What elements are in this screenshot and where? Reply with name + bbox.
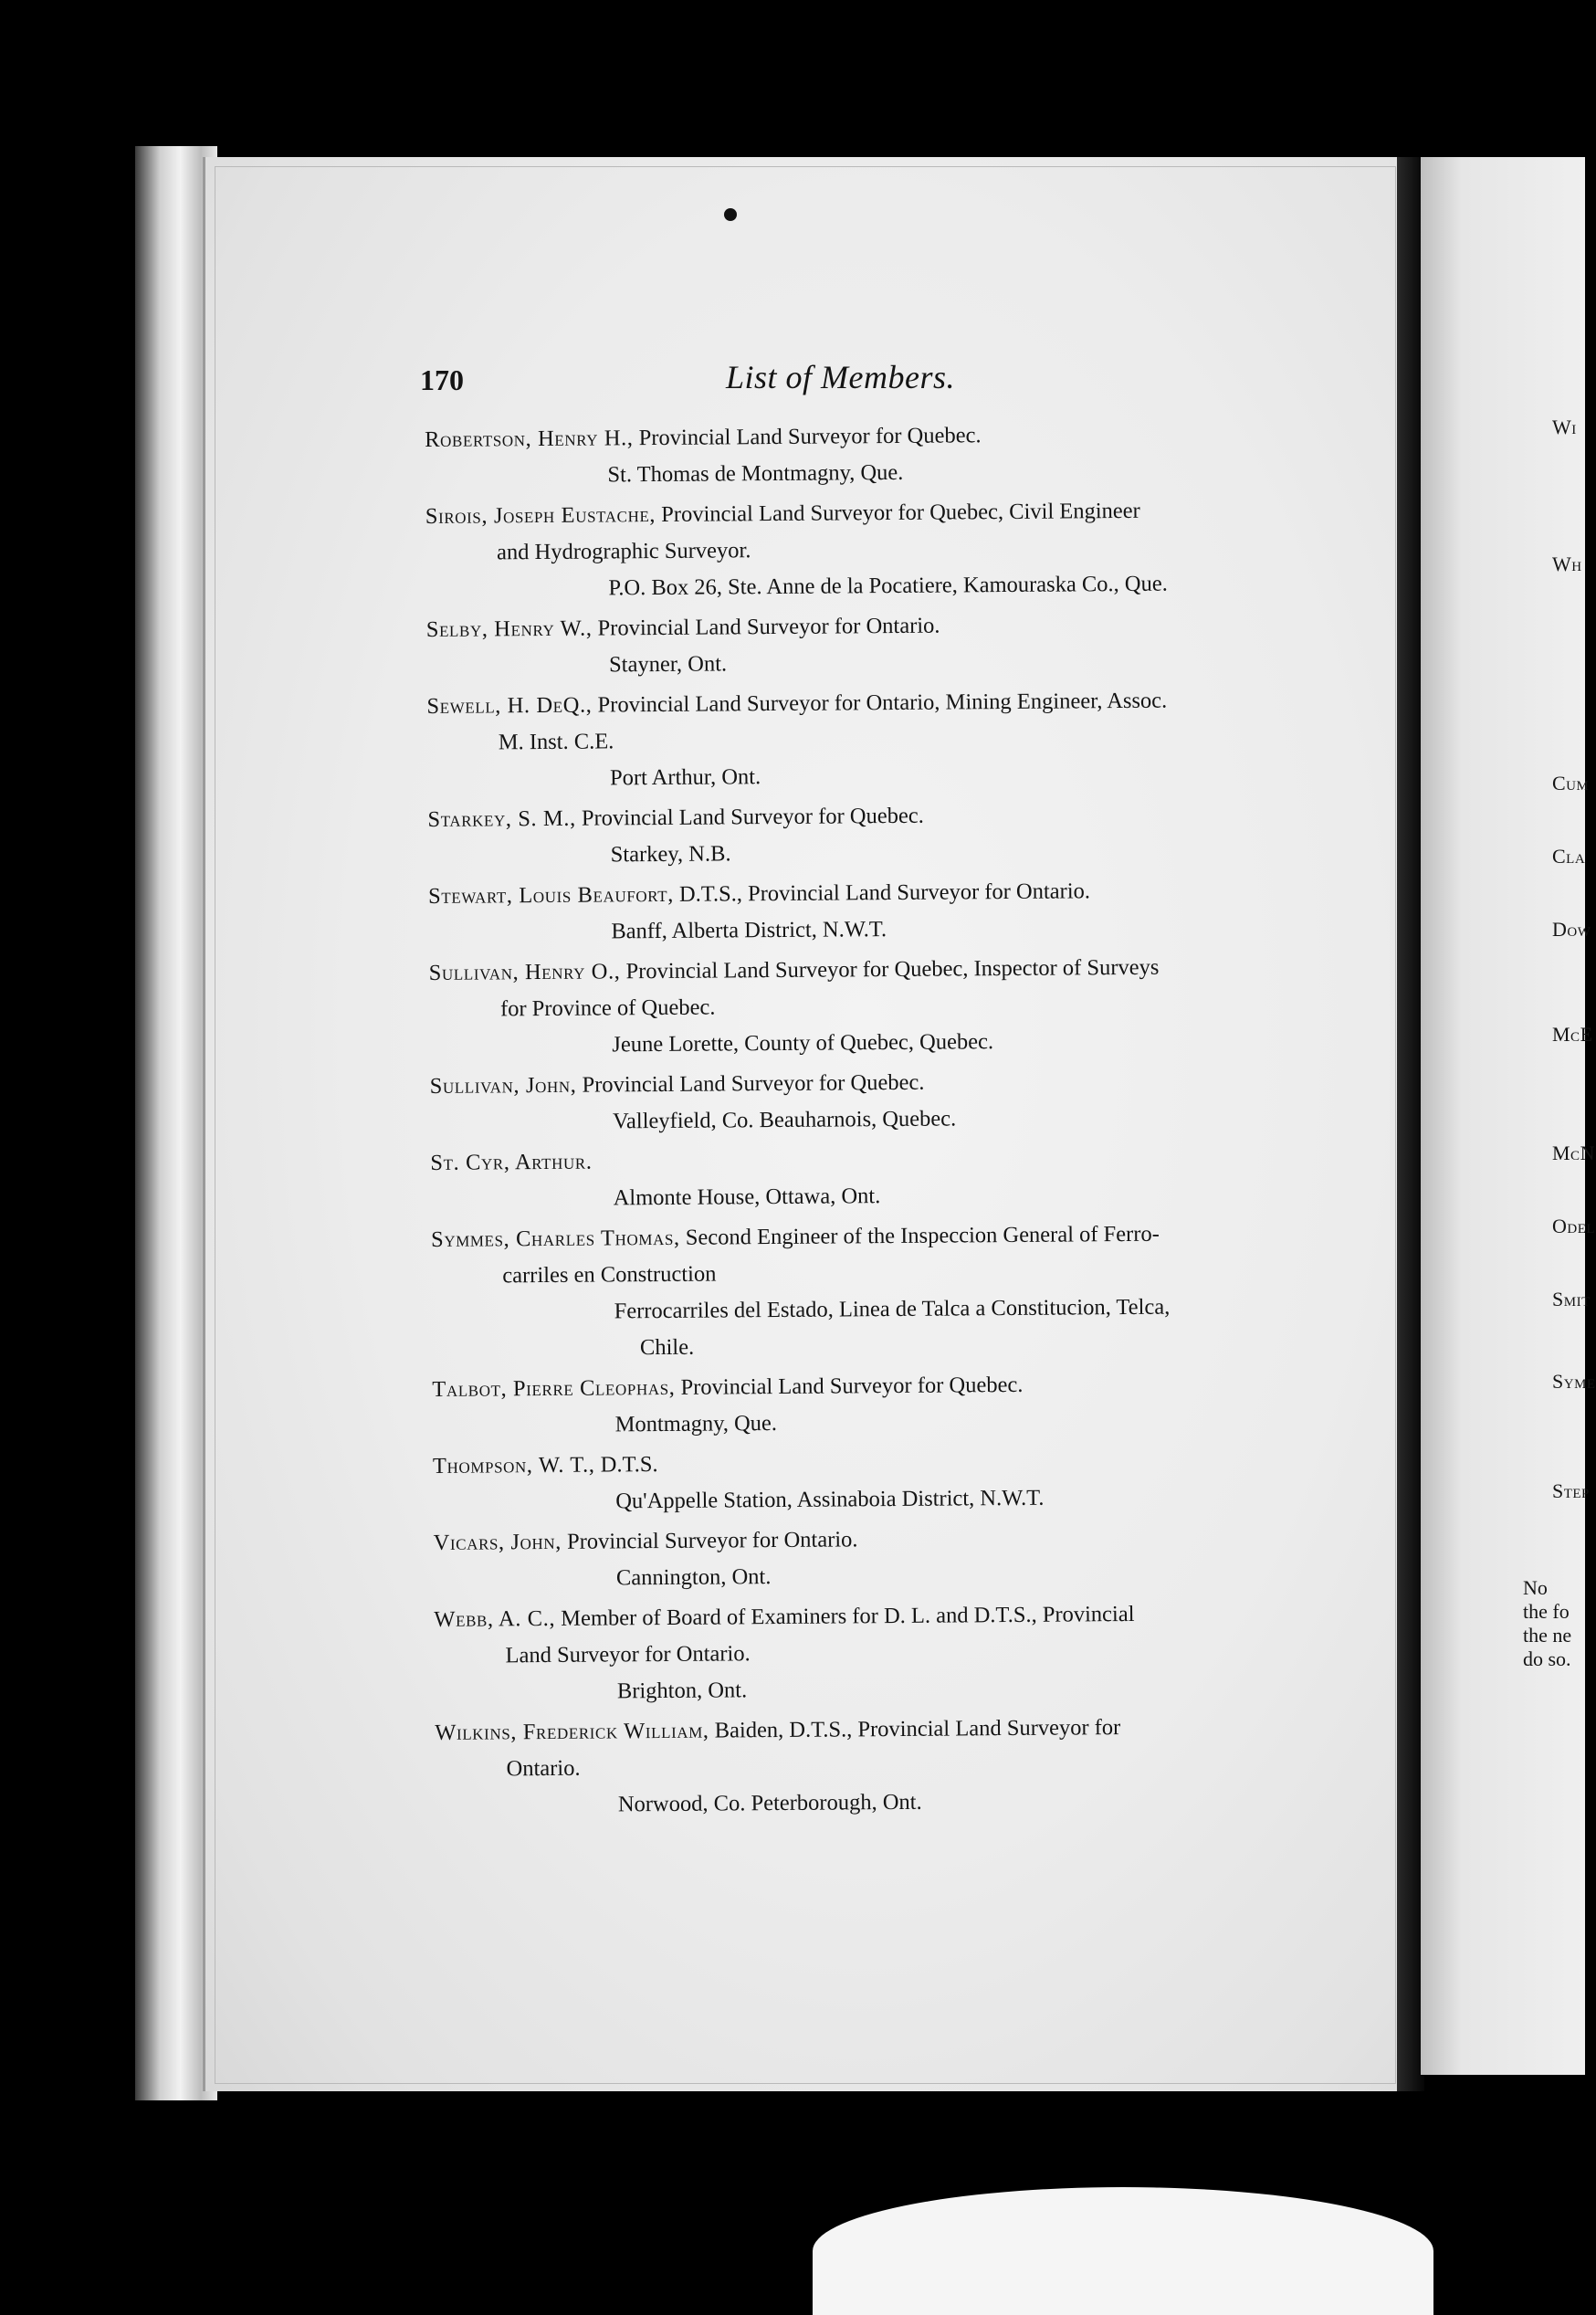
right-page-fragment: McE: [1552, 1023, 1593, 1047]
member-address: Cannington, Ont.: [434, 1555, 1301, 1598]
member-description: Provincial Land Surveyor for Quebec, Civil Engineer: [656, 499, 1140, 527]
member-description: Second Engineer of the Inspeccion General of Ferro-: [680, 1222, 1160, 1250]
member-entry: [432, 1365, 1300, 1445]
right-page-fragment: Wi: [1552, 416, 1577, 439]
member-name: Robertson, Henry H.,: [425, 426, 634, 452]
member-address: Starkey, N.B.: [428, 832, 1296, 875]
member-name: Vicars, John,: [434, 1530, 562, 1555]
member-name: Sullivan, John,: [430, 1073, 577, 1099]
member-description: Baiden, D.T.S., Provincial Land Surveyor for: [709, 1715, 1121, 1743]
member-entry: [433, 1442, 1301, 1521]
member-address: Valleyfield, Co. Beauharnois, Quebec.: [430, 1099, 1297, 1142]
member-description-continued: for Province of Quebec.: [429, 985, 1297, 1028]
member-address: St. Thomas de Montmagny, Que.: [425, 452, 1292, 495]
right-page-fragment: Step: [1552, 1479, 1590, 1503]
running-head: List of Members.: [726, 358, 955, 396]
right-page: [1421, 157, 1585, 2075]
member-name: Sirois, Joseph Eustache,: [425, 502, 656, 529]
member-address: Brighton, Ont.: [435, 1668, 1302, 1710]
member-entry: [430, 1062, 1298, 1142]
page-number: 170: [420, 363, 464, 397]
member-description: Provincial Land Surveyor for Quebec, Inspector of Surveys: [620, 955, 1159, 984]
member-name: Selby, Henry W.,: [426, 616, 593, 642]
member-entry: [426, 605, 1295, 685]
member-name: Sewell, H. DeQ.,: [426, 693, 592, 719]
member-name: Sullivan, Henry O.,: [429, 959, 621, 985]
right-page-fragment: Dow: [1552, 918, 1591, 942]
member-name: Thompson, W. T.,: [433, 1453, 595, 1478]
page-corner-highlight: [813, 2187, 1433, 2315]
member-address: Almonte House, Ottawa, Ont.: [431, 1175, 1298, 1218]
member-description: Provincial Land Surveyor for Quebec.: [576, 804, 924, 831]
member-list: [425, 416, 1303, 1828]
member-description: Provincial Surveyor for Ontario.: [562, 1527, 858, 1554]
member-entry: [430, 1139, 1298, 1218]
right-page-fragment: Wh: [1552, 552, 1582, 576]
member-address: P.O. Box 26, Ste. Anne de la Pocatiere, Kamouraska Co., Que.: [425, 565, 1293, 608]
member-entry: [427, 795, 1296, 875]
member-description: Provincial Land Surveyor for Quebec.: [576, 1070, 924, 1098]
member-description-continued: carriles en Construction: [431, 1252, 1298, 1295]
member-description-continued: Land Surveyor for Ontario.: [434, 1631, 1301, 1674]
member-entry: [431, 1215, 1299, 1368]
right-page-fragment: Smit: [1552, 1288, 1591, 1311]
member-description: Provincial Land Surveyor for Quebec.: [675, 1373, 1023, 1400]
member-description: Provincial Land Surveyor for Quebec.: [633, 423, 981, 450]
member-entry: [428, 872, 1297, 952]
member-entry: [433, 1519, 1301, 1598]
member-entry: [425, 492, 1294, 608]
member-name: Stewart, Louis Beaufort,: [428, 882, 674, 909]
member-entry: [425, 416, 1293, 495]
right-page-fragment: Cum: [1552, 772, 1589, 795]
member-description: Provincial Land Surveyor for Ontario, Mining Engineer, Assoc.: [592, 689, 1167, 718]
member-description-continued: and Hydrographic Surveyor.: [425, 529, 1293, 572]
member-entry: [429, 949, 1297, 1065]
member-address: Norwood, Co. Peterborough, Ont.: [436, 1781, 1303, 1824]
ink-dot: [724, 208, 737, 221]
member-name: Webb, A. C.,: [434, 1606, 555, 1632]
member-address: Port Arthur, Ont.: [427, 755, 1295, 798]
member-description: Member of Board of Examiners for D. L. and D.T.S., Provincial: [555, 1602, 1135, 1631]
member-name: Talbot, Pierre Cleophas,: [432, 1375, 675, 1402]
member-name: Starkey, S. M.,: [427, 806, 576, 832]
member-description: Provincial Land Surveyor for Ontario.: [592, 614, 940, 641]
member-address-continued: Chile.: [432, 1325, 1299, 1368]
right-page-note: No the fo the ne do so.: [1523, 1576, 1571, 1671]
member-address: Ferrocarriles del Estado, Linea de Talca a Constitucion, Telca,: [432, 1289, 1299, 1331]
member-name: Symmes, Charles Thomas,: [431, 1226, 680, 1252]
member-description: D.T.S.: [594, 1452, 657, 1478]
member-entry: [435, 1708, 1303, 1824]
member-description: D.T.S., Provincial Land Surveyor for Ontario.: [674, 879, 1090, 907]
member-name: Wilkins, Frederick William,: [435, 1719, 709, 1745]
member-address: Qu'Appelle Station, Assinaboia District, N.W.T.: [433, 1478, 1300, 1521]
right-page-fragment: McN: [1552, 1142, 1595, 1165]
right-page-fragment: Odel: [1552, 1215, 1595, 1238]
right-page-fragment: Cla: [1552, 845, 1585, 868]
member-address: Stayner, Ont.: [426, 642, 1294, 685]
member-description-continued: M. Inst. C.E.: [427, 719, 1295, 762]
entry-first-line: [426, 682, 1294, 725]
member-description-continued: Ontario.: [435, 1744, 1302, 1787]
member-name: St. Cyr, Arthur.: [430, 1150, 592, 1175]
member-address: Banff, Alberta District, N.W.T.: [428, 909, 1296, 952]
member-entry: [434, 1594, 1302, 1710]
member-entry: [426, 682, 1295, 798]
member-address: Jeune Lorette, County of Quebec, Quebec.: [429, 1022, 1297, 1065]
member-address: Montmagny, Que.: [432, 1402, 1299, 1445]
right-page-fragment: Syme: [1552, 1370, 1596, 1394]
